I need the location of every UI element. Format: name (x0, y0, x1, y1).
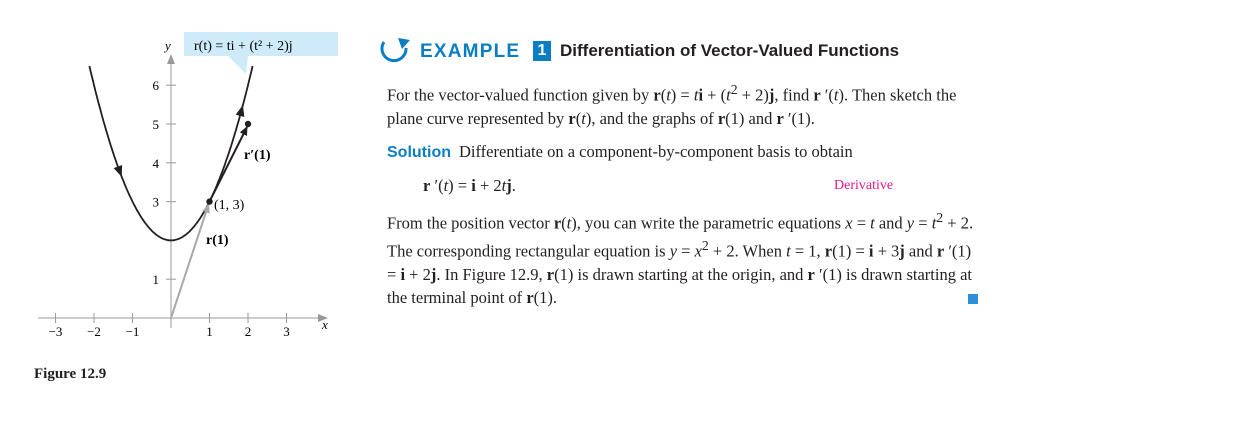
example-header (380, 34, 980, 64)
example-arrow-icon (376, 36, 412, 64)
y-tick-label: 1 (152, 272, 159, 288)
curve-direction-arrow-icon (236, 105, 245, 117)
curve-direction-arrow-icon (114, 165, 122, 177)
y-tick-label: 4 (152, 155, 159, 171)
tangent-vector-rprime1 (210, 127, 248, 202)
example-title: Differentiation of Vector-Valued Functions (560, 41, 900, 60)
x-tick-label: −3 (48, 324, 63, 339)
position-vector-r1 (171, 205, 209, 318)
y-axis-arrow-icon (167, 54, 175, 64)
x-axis-label: x (322, 317, 328, 332)
curve-callout-label: r(t) = ti + (t² + 2)j (194, 39, 293, 54)
point-1-3 (206, 198, 212, 204)
figure-caption: Figure 12.9 (34, 366, 107, 382)
example-block (380, 34, 980, 309)
point-2-5 (245, 121, 251, 127)
derivative-note: Derivative (834, 177, 894, 193)
y-axis-label: y (165, 38, 171, 53)
equation: r ′(t) = i + 2tj. (423, 175, 516, 195)
x-tick-label: 3 (283, 324, 290, 339)
x-ticks (49, 313, 290, 339)
curve-callout (184, 32, 338, 74)
x-tick-label: 2 (244, 324, 252, 339)
vector-r1-label: r(1) (206, 233, 229, 248)
example-number: 1 (533, 41, 551, 61)
y-ticks (153, 78, 177, 287)
example-label: EXAMPLE (420, 41, 521, 62)
vector-function-graph (0, 0, 360, 360)
x-tick-label: −2 (87, 324, 101, 339)
y-tick-label: 3 (152, 194, 159, 210)
solution-intro: Solution Differentiate on a component-by-component basis to obtain (387, 141, 853, 161)
x-tick-label: 1 (206, 324, 213, 339)
point-label: (1, 3) (214, 198, 245, 213)
y-tick-label: 5 (152, 117, 159, 132)
solution-body: From the position vector r(t), you can write the parametric equations x = t and $y = t^2 + 2$. The corresponding rectangular equation is $y = x^2 + 2$. When t = 1, r(1) = i + 3j and r ′(1) = i + 2j. In Figure 12.9, r(1) is drawn starting at the origin, and r ′(1) is drawn starting at the terminal point of r(1). (387, 206, 980, 309)
figure-12-9 (0, 0, 360, 420)
y-tick-label: 6 (152, 78, 159, 94)
end-of-example-icon (968, 294, 978, 304)
problem-statement: For the vector-valued function given by r(t) = ti + $(t^2 + 2)j$, find r ′(t). Then sketch the plane curve represented by r(t), and the graphs of r(1) and r ′(1). (387, 82, 957, 128)
derivative-equation (380, 172, 980, 202)
x-tick-label: −1 (125, 324, 140, 339)
vector-rprime1-label: r′(1) (244, 148, 271, 163)
solution-label: Solution (387, 143, 451, 161)
